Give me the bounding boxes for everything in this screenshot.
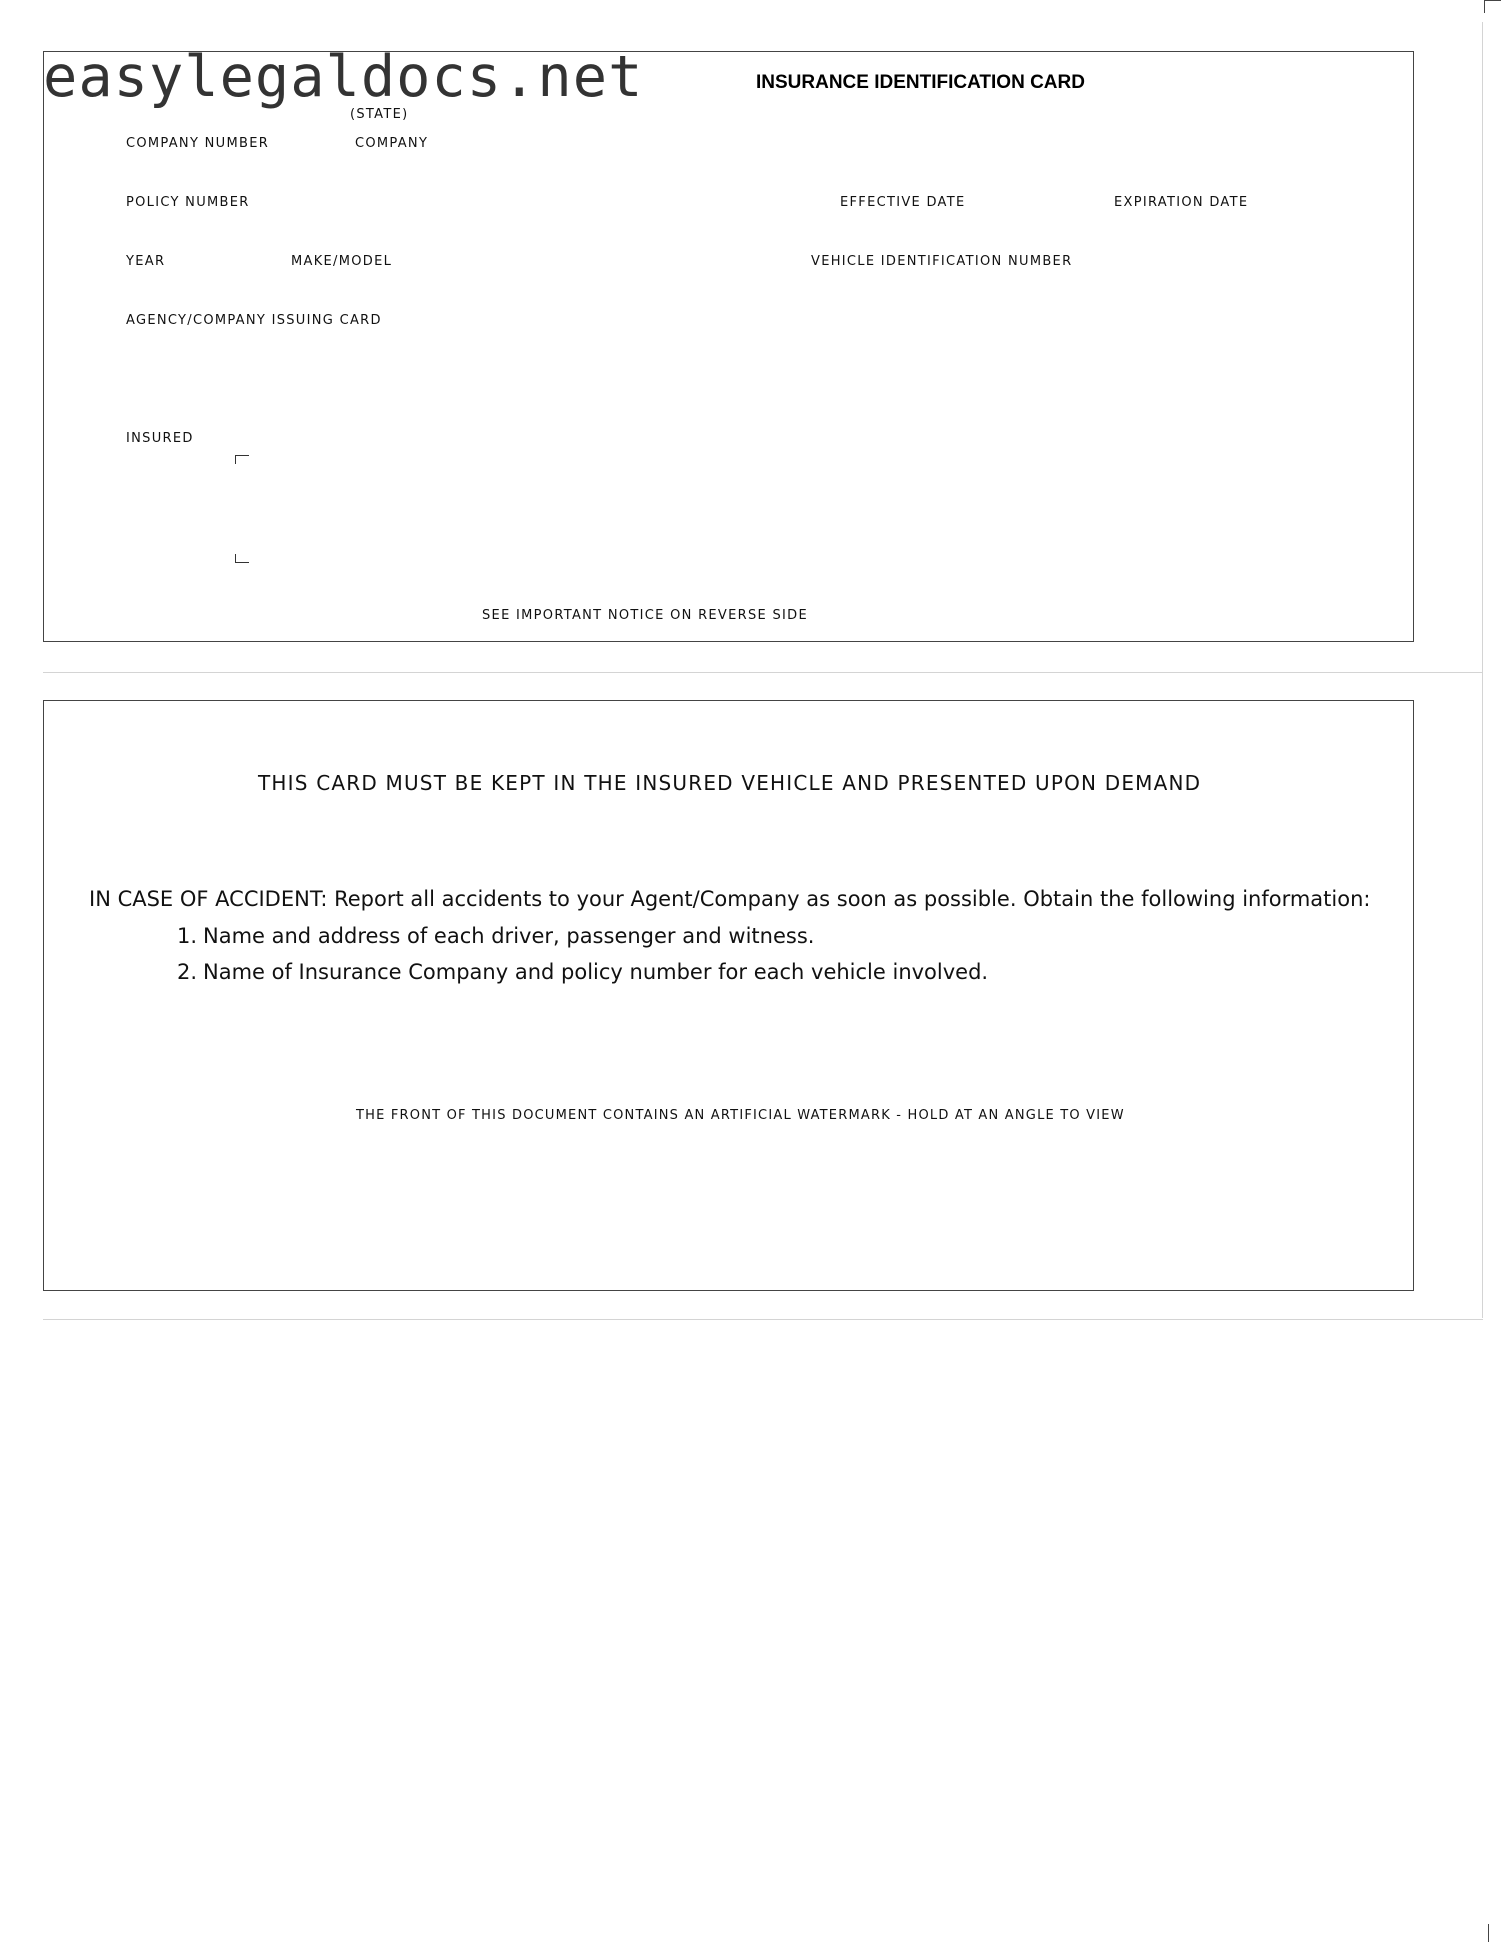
- make-model-label: MAKE/MODEL: [291, 254, 393, 269]
- address-bracket-bottom: [235, 554, 249, 563]
- effective-date-label: EFFECTIVE DATE: [840, 195, 966, 210]
- list-item-number: 2.: [177, 960, 198, 984]
- page-corner-mark: [1488, 1924, 1501, 1942]
- page-corner-mark: [1484, 0, 1501, 13]
- expiration-date-label: EXPIRATION DATE: [1114, 195, 1249, 210]
- card-divider-line: [43, 672, 1483, 673]
- year-label: YEAR: [126, 254, 166, 269]
- policy-number-label: POLICY NUMBER: [126, 195, 250, 210]
- keep-in-vehicle-notice: THIS CARD MUST BE KEPT IN THE INSURED VEHICLE AND PRESENTED UPON DEMAND: [258, 771, 1202, 795]
- insured-label: INSURED: [126, 431, 194, 446]
- state-label: (STATE): [350, 107, 409, 122]
- vin-label: VEHICLE IDENTIFICATION NUMBER: [811, 254, 1073, 269]
- site-watermark: easylegaldocs.net: [43, 44, 644, 110]
- list-item-number: 1.: [177, 924, 198, 948]
- card-title: INSURANCE IDENTIFICATION CARD: [756, 72, 1085, 93]
- agency-label: AGENCY/COMPANY ISSUING CARD: [126, 313, 382, 328]
- address-bracket-top: [235, 455, 249, 464]
- page-edge-line: [1482, 22, 1483, 1318]
- company-number-label: COMPANY NUMBER: [126, 136, 270, 151]
- card-divider-line: [43, 1319, 1483, 1320]
- list-item: Name and address of each driver, passenger and witness.: [203, 924, 815, 948]
- reverse-side-notice: SEE IMPORTANT NOTICE ON REVERSE SIDE: [482, 608, 808, 623]
- company-label: COMPANY: [355, 136, 429, 151]
- watermark-note: THE FRONT OF THIS DOCUMENT CONTAINS AN ARTIFICIAL WATERMARK - HOLD AT AN ANGLE TO VIEW: [356, 1108, 1125, 1123]
- list-item: Name of Insurance Company and policy number for each vehicle involved.: [203, 960, 989, 984]
- accident-instructions: IN CASE OF ACCIDENT: Report all accidents to your Agent/Company as soon as possible. Obtain the following information:: [89, 887, 1371, 911]
